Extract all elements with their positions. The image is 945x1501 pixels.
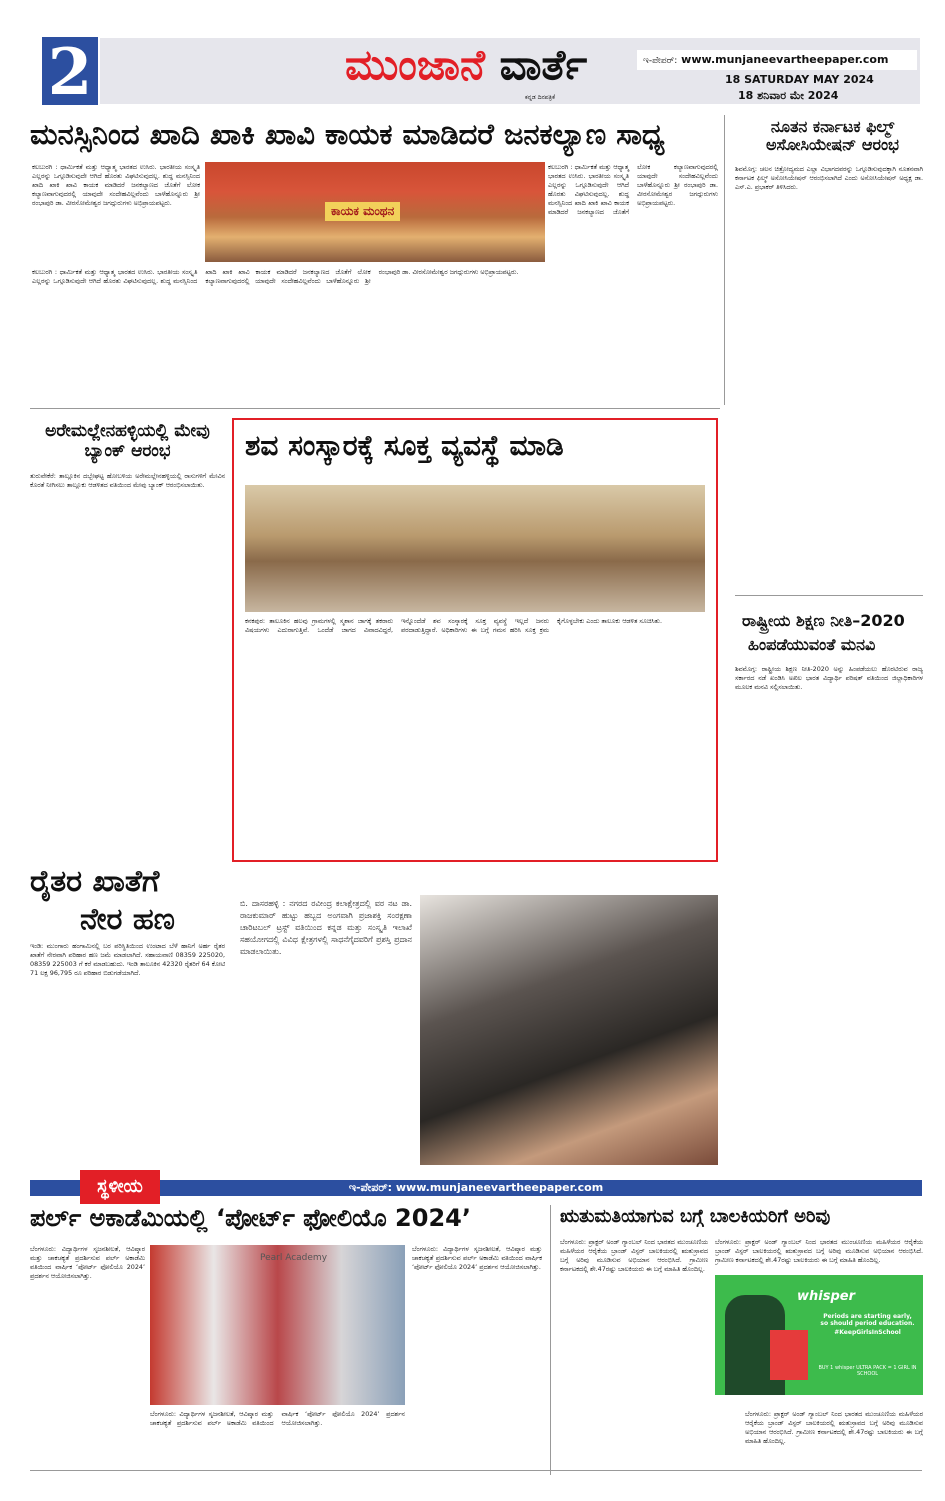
ad-offer	[815, 1365, 920, 1377]
date-english: 18 SATURDAY MAY 2024	[725, 73, 874, 86]
main-body: ಕಲಬುರಗಿ : ಧಾರ್ಮಿಕತೆ ಮತ್ತು ಆಧ್ಯಾತ್ಮ ಭಾರತದ ಉಸಿರು. ಭಾರತೀಯ ಸಂಸ್ಕೃತಿ ಎಲ್ಲರನ್ನು ಒಗ್ಗೂಡಿಸುವುದೇ ಆಗಿದೆ ಹೊರತು ವಿಘಟಿಸುವುದಲ್ಲ. ಶುದ್ಧ ಮನಸ್ಸಿನಿಂದ ಖಾದಿ ಖಾಕಿ ಖಾವಿ ಕಾಯಕ ಮಾಡಿದರೆ ಜನಕಲ್ಯಾಣದ ಜೊತೆಗೆ ಲೋಕ ಕಲ್ಯಾಣವಾಗುವುದರಲ್ಲಿ ಯಾವುದೇ ಸಂದೇಹವಿಲ್ಲವೆಂದು ಬಾಳೆಹೊನ್ನೂರು ಶ್ರೀ ರಂಭಾಪುರಿ ಡಾ. ವೀರಸೋಮೇಶ್ವರ ಜಗದ್ಗುರುಗಳು ಅಭಿಪ್ರಾಯಪಟ್ಟರು.	[32, 268, 519, 285]
nep-headline-2: ಹಿಂಪಡೆಯುವಂತೆ ಮನವಿ	[748, 635, 876, 654]
film-body: ಶಿವಮೊಗ್ಗ: ಚಲನ ಚಿತ್ರೋದ್ಯಮದ ಎಲ್ಲಾ ವಿಭಾಗದವರನ್ನು ಒಗ್ಗೂಡಿಸುವುದಕ್ಕಾಗಿ ನೂತನವಾಗಿ ಕರ್ನಾಟಕ ಫಿಲ್ಮ್ ಅಸೋಸಿಯೇಷನ್ ಆರಂಭಿಸಲಾಗಿದೆ ಎಂದು ಅಸೋಸಿಯೇಷನ್ ಅಧ್ಯಕ್ಷ ಡಾ. ಎಸ್.ಎ. ಪ್ರಭಾಕರ್ ತಿಳಿಸಿದರು.	[735, 165, 923, 191]
divider	[30, 408, 720, 409]
epaper-url[interactable]: www.munjaneevartheepaper.com	[395, 1181, 604, 1194]
tagline: ಕನ್ನಡ ದಿನಪತ್ರಿಕೆ	[525, 94, 556, 101]
cremation-body: ಕನಕಪುರ: ತಾಲೂಕಿನ ಹಲವು ಗ್ರಾಮಗಳಲ್ಲಿ ಸ್ಮಶಾನ ಜಾಗಕ್ಕೆ ತಕರಾರು ವಿಷಯಗಳು ಎದುರಾಗುತ್ತಿವೆ. ಒಂದೆಡೆ ಜಾಗದ ವಿವಾದವಿದ್ದರೆ, ಇನ್ನೊಂದೆಡೆ ಶವ ಸಂಸ್ಕಾರಕ್ಕೆ ಸೂಕ್ತ ವ್ಯವಸ್ಥೆ ಇಲ್ಲದೆ ಜನರು ಪರದಾಡುತ್ತಿದ್ದಾರೆ. ಅಧಿಕಾರಿಗಳು ಈ ಬಗ್ಗೆ ಗಮನ ಹರಿಸಿ ಸೂಕ್ತ ಕ್ರಮ ಕೈಗೊಳ್ಳಬೇಕು ಎಂದು ತಾಲೂಕು ಆಡಳಿತ ಸೂಚಿಸಿತು.	[245, 617, 662, 634]
epaper-label: ಇ-ಪೇಪರ್:	[643, 56, 678, 66]
pearl-body-left: ಬೆಂಗಳೂರು: ವಿದ್ಯಾರ್ಥಿಗಳ ಸೃಜನಶೀಲತೆ, ಆವಿಷ್ಕಾರ ಮತ್ತು ಚಾಕಚಕ್ಯತೆ ಪ್ರದರ್ಶಿಸುವ ಪರ್ಲ್ ಅಕಾಡೆಮಿ ವತಿಯಿಂದ ವಾರ್ಷಿಕ ‘ಪೋರ್ಟ್ ಫೋಲಿಯೊ 2024’ ಪ್ರದರ್ಶನ ಆಯೋಜಿಸಲಾಗಿತ್ತು.	[30, 1245, 145, 1280]
cremation-photo	[245, 485, 705, 612]
ad-hashtag: #KeepGirlsInSchool	[834, 1329, 901, 1336]
divider	[735, 595, 923, 596]
rajkumar-body: ಬಿ. ದಾಸರಹಳ್ಳಿ : ನಗರದ ರವೀಂದ್ರ ಕಲಾಕ್ಷೇತ್ರದಲ್ಲಿ ವರ ನಟ ಡಾ. ರಾಜಕುಮಾರ್ ಹುಟ್ಟು ಹಬ್ಬದ ಅಂಗವಾಗಿ ಪ್ರಜಾಶಕ್ತಿ ಸಂರಕ್ಷಣಾ ಚಾರಿಟಬಲ್ ಟ್ರಸ್ಟ್ ವತಿಯಿಂದ ಕನ್ನಡ ಮತ್ತು ಸಂಸ್ಕೃತಿ ಇಲಾಖೆ ಸಹಯೋಗದಲ್ಲಿ ವಿವಿಧ ಕ್ಷೇತ್ರಗಳಲ್ಲಿ ಸಾಧನೆಗೈದವರಿಗೆ ಪ್ರಶಸ್ತಿ ಪ್ರದಾನ ಮಾಡಲಾಯಿತು.	[240, 899, 412, 956]
menstruation-body: ಬೆಂಗಳೂರು: ಪ್ರಾಕ್ಟರ್ ಅಂಡ್ ಗ್ಯಾಂಬಲ್ ನಿಂದ ಭಾರತದ ಮುಂಚೂಣಿಯ ಮಹಿಳೆಯರ ಆರೈಕೆಯ ಬ್ರಾಂಡ್ ವಿಸ್ಪರ್ ಬಾಲಕಿಯರಲ್ಲಿ ಋತುಸ್ರಾವದ ಬಗ್ಗೆ ಅರಿವು ಮೂಡಿಸುವ ಅಭಿಯಾನ ಆರಂಭಿಸಿದೆ. ಗ್ರಾಮೀಣ ಕರ್ನಾಟಕದಲ್ಲಿ ಶೇ.47ರಷ್ಟು ಬಾಲಕಿಯರು ಈ ಬಗ್ಗೆ ಮಾಹಿತಿ ಹೊಂದಿಲ್ಲ.	[560, 1238, 708, 1273]
ad-copy	[815, 1313, 920, 1336]
ad-line-1: Periods are starting early,	[823, 1313, 912, 1320]
main-headline: ಮನಸ್ಸಿನಿಂದ ಖಾದಿ ಖಾಕಿ ಖಾವಿ ಕಾಯಕ ಮಾಡಿದರೆ ಜನಕಲ್ಯಾಣ ಸಾಧ್ಯ	[30, 117, 665, 151]
masthead	[345, 40, 587, 90]
banner-text: ಕಾಯಕ ಮಂಥನ	[325, 202, 400, 221]
epaper-label: ಇ-ಪೇಪರ್:	[348, 1181, 393, 1194]
film-headline: ನೂತನ ಕರ್ನಾಟಕ ಫಿಲ್ಮ್ ಅಸೋಸಿಯೇಷನ್ ಆರಂಭ	[766, 117, 899, 155]
award-photo	[420, 895, 718, 1165]
cremation-headline: ಶವ ಸಂಸ್ಕಾರಕ್ಕೆ ಸೂಕ್ತ ವ್ಯವಸ್ಥೆ ಮಾಡಿ	[245, 429, 564, 462]
farmers-headline-2: ನೇರ ಹಣ	[80, 902, 175, 937]
masthead-black: ವಾರ್ತೆ	[499, 40, 588, 89]
epaper-url[interactable]: www.munjaneevartheepaper.com	[681, 53, 889, 66]
menstruation-headline: ಋತುಮತಿಯಾಗುವ ಬಗ್ಗೆ ಬಾಲಕಿಯರಿಗೆ ಅರಿವು	[560, 1206, 831, 1227]
ad-line-2: so should period education.	[820, 1320, 915, 1327]
menstruation-body-right: ಬೆಂಗಳೂರು: ಪ್ರಾಕ್ಟರ್ ಅಂಡ್ ಗ್ಯಾಂಬಲ್ ನಿಂದ ಭಾರತದ ಮುಂಚೂಣಿಯ ಮಹಿಳೆಯರ ಆರೈಕೆಯ ಬ್ರಾಂಡ್ ವಿಸ್ಪರ್ ಬಾಲಕಿಯರಲ್ಲಿ ಋತುಸ್ರಾವದ ಬಗ್ಗೆ ಅರಿವು ಮೂಡಿಸುವ ಅಭಿಯಾನ ಆರಂಭಿಸಿದೆ. ಗ್ರಾಮೀಣ ಕರ್ನಾಟಕದಲ್ಲಿ ಶೇ.47ರಷ್ಟು ಬಾಲಕಿಯರು ಈ ಬಗ್ಗೆ ಮಾಹಿತಿ ಹೊಂದಿಲ್ಲ.	[715, 1238, 923, 1264]
column-divider	[550, 1205, 551, 1475]
masthead-red: ಮುಂಜಾನೆ	[345, 40, 485, 89]
whisper-ad	[715, 1275, 923, 1395]
ad-offer-right: = 1 GIRL IN SCHOOL	[856, 1365, 917, 1377]
pearl-headline: ಪರ್ಲ್ ಅಕಾಡೆಮಿಯಲ್ಲಿ ‘ಪೋರ್ಟ್ ಫೋಲಿಯೊ 2024’	[30, 1204, 471, 1232]
dairy-body: ತುರುವೇಕೆರೆ: ತಾಲ್ಲೂಕಿನ ದಬ್ಬೇಘಟ್ಟ ಹೋಬಳಿಯ ಅರೇಮಲ್ಲೇನಹಳ್ಳಿಯಲ್ಲಿ ರಾಸುಗಳಿಗೆ ಮೇವಿನ ಕೊರತೆ ನೀಗಿಸಲು ತಾಲ್ಲೂಕು ಆಡಳಿತದ ವತಿಯಿಂದ ಮೇವು ಬ್ಯಾಂಕ್ ಆರಂಭಿಸಲಾಯಿತು.	[30, 472, 225, 489]
main-photo	[205, 162, 545, 262]
date-kannada: 18 ಶನಿವಾರ ಮೇ 2024	[738, 89, 839, 102]
section-tab-local[interactable]: ಸ್ಥಳೀಯ	[80, 1170, 160, 1204]
red-sheet	[770, 1330, 808, 1380]
dairy-headline: ಅರೇಮಲ್ಲೇನಹಳ್ಳಿಯಲ್ಲಿ ಮೇವು ಬ್ಯಾಂಕ್ ಆರಂಭ	[45, 421, 210, 461]
pearl-body-bottom: ಬೆಂಗಳೂರು: ವಿದ್ಯಾರ್ಥಿಗಳ ಸೃಜನಶೀಲತೆ, ಆವಿಷ್ಕಾರ ಮತ್ತು ಚಾಕಚಕ್ಯತೆ ಪ್ರದರ್ಶಿಸುವ ಪರ್ಲ್ ಅಕಾಡೆಮಿ ವತಿಯಿಂದ ವಾರ್ಷಿಕ ‘ಪೋರ್ಟ್ ಫೋಲಿಯೊ 2024’ ಪ್ರದರ್ಶನ ಆಯೋಜಿಸಲಾಗಿತ್ತು.	[150, 1410, 405, 1427]
nep-body: ಶಿವಮೊಗ್ಗ: ರಾಷ್ಟ್ರೀಯ ಶಿಕ್ಷಣ ನೀತಿ-2020 ಅನ್ನು ಹಿಂಪಡೆಯಲು ಹೊರಟಿರುವ ರಾಜ್ಯ ಸರ್ಕಾರದ ನಡೆ ಖಂಡಿಸಿ ಅಖಿಲ ಭಾರತ ವಿದ್ಯಾರ್ಥಿ ಪರಿಷತ್ ವತಿಯಿಂದ ಜಿಲ್ಲಾಧಿಕಾರಿಗಳ ಮೂಲಕ ಮನವಿ ಸಲ್ಲಿಸಲಾಯಿತು.	[735, 665, 923, 691]
page-number: 2	[40, 35, 100, 107]
pearl-photo	[150, 1245, 405, 1405]
pearl-photo-text: Pearl Academy	[260, 1253, 328, 1263]
ad-offer-left: BUY 1 whisper ULTRA PACK	[818, 1365, 886, 1371]
column-divider	[724, 115, 725, 405]
main-body-lead: ಕಲಬುರಗಿ : ಧಾರ್ಮಿಕತೆ ಮತ್ತು ಆಧ್ಯಾತ್ಮ ಭಾರತದ ಉಸಿರು. ಭಾರತೀಯ ಸಂಸ್ಕೃತಿ ಎಲ್ಲರನ್ನು ಒಗ್ಗೂಡಿಸುವುದೇ ಆಗಿದೆ ಹೊರತು ವಿಘಟಿಸುವುದಲ್ಲ. ಶುದ್ಧ ಮನಸ್ಸಿನಿಂದ ಖಾದಿ ಖಾಕಿ ಖಾವಿ ಕಾಯಕ ಮಾಡಿದರೆ ಜನಕಲ್ಯಾಣದ ಜೊತೆಗೆ ಲೋಕ ಕಲ್ಯಾಣವಾಗುವುದರಲ್ಲಿ ಯಾವುದೇ ಸಂದೇಹವಿಲ್ಲವೆಂದು ಬಾಳೆಹೊನ್ನೂರು ಶ್ರೀ ರಂಭಾಪುರಿ ಡಾ. ವೀರಸೋಮೇಶ್ವರ ಜಗದ್ಗುರುಗಳು ಅಭಿಪ್ರಾಯಪಟ್ಟರು.	[32, 163, 200, 207]
section-band	[30, 1180, 922, 1196]
page-bottom-rule	[30, 1470, 922, 1471]
ad-brand: whisper	[797, 1289, 855, 1304]
pearl-body-right: ಬೆಂಗಳೂರು: ವಿದ್ಯಾರ್ಥಿಗಳ ಸೃಜನಶೀಲತೆ, ಆವಿಷ್ಕಾರ ಮತ್ತು ಚಾಕಚಕ್ಯತೆ ಪ್ರದರ್ಶಿಸುವ ಪರ್ಲ್ ಅಕಾಡೆಮಿ ವತಿಯಿಂದ ವಾರ್ಷಿಕ ‘ಪೋರ್ಟ್ ಫೋಲಿಯೊ 2024’ ಪ್ರದರ್ಶನ ಆಯೋಜಿಸಲಾಗಿತ್ತು.	[412, 1245, 542, 1271]
farmers-headline-1: ರೈತರ ಖಾತೆಗೆ	[30, 864, 160, 899]
main-body-right: ಕಲಬುರಗಿ : ಧಾರ್ಮಿಕತೆ ಮತ್ತು ಆಧ್ಯಾತ್ಮ ಭಾರತದ ಉಸಿರು. ಭಾರತೀಯ ಸಂಸ್ಕೃತಿ ಎಲ್ಲರನ್ನು ಒಗ್ಗೂಡಿಸುವುದೇ ಆಗಿದೆ ಹೊರತು ವಿಘಟಿಸುವುದಲ್ಲ. ಶುದ್ಧ ಮನಸ್ಸಿನಿಂದ ಖಾದಿ ಖಾಕಿ ಖಾವಿ ಕಾಯಕ ಮಾಡಿದರೆ ಜನಕಲ್ಯಾಣದ ಜೊತೆಗೆ ಲೋಕ ಕಲ್ಯಾಣವಾಗುವುದರಲ್ಲಿ ಯಾವುದೇ ಸಂದೇಹವಿಲ್ಲವೆಂದು ಬಾಳೆಹೊನ್ನೂರು ಶ್ರೀ ರಂಭಾಪುರಿ ಡಾ. ವೀರಸೋಮೇಶ್ವರ ಜಗದ್ಗುರುಗಳು ಅಭಿಪ್ರಾಯಪಟ್ಟರು.	[548, 163, 718, 216]
menstruation-body-bottom: ಬೆಂಗಳೂರು: ಪ್ರಾಕ್ಟರ್ ಅಂಡ್ ಗ್ಯಾಂಬಲ್ ನಿಂದ ಭಾರತದ ಮುಂಚೂಣಿಯ ಮಹಿಳೆಯರ ಆರೈಕೆಯ ಬ್ರಾಂಡ್ ವಿಸ್ಪರ್ ಬಾಲಕಿಯರಲ್ಲಿ ಋತುಸ್ರಾವದ ಬಗ್ಗೆ ಅರಿವು ಮೂಡಿಸುವ ಅಭಿಯಾನ ಆರಂಭಿಸಿದೆ. ಗ್ರಾಮೀಣ ಕರ್ನಾಟಕದಲ್ಲಿ ಶೇ.47ರಷ್ಟು ಬಾಲಕಿಯರು ಈ ಬಗ್ಗೆ ಮಾಹಿತಿ ಹೊಂದಿಲ್ಲ.	[745, 1410, 923, 1445]
nep-headline-1: ರಾಷ್ಟ್ರೀಯ ಶಿಕ್ಷಣ ನೀತಿ–2020	[742, 611, 905, 630]
epaper-link[interactable]	[637, 50, 917, 70]
farmers-body: ಇಂಡಿ: ಮುಂಗಾರು ಹಂಗಾಮಿನಲ್ಲಿ ಬರ ಪರಿಸ್ಥಿತಿಯಿಂದ ಉಂಟಾದ ಬೆಳೆ ಹಾನಿಗೆ ಅರ್ಹ ರೈತರ ಖಾತೆಗೆ ನೇರವಾಗಿ ಪರಿಹಾರ ಹಣ ಜಮೆ ಮಾಡಲಾಗಿದೆ. ಸಹಾಯವಾಣಿ 08359 225020, 08359 225003 ಗೆ ಕರೆ ಮಾಡಬಹುದು. ಇಂಡಿ ತಾಲೂಕಿನ 42320 ರೈತರಿಗೆ 64 ಕೋಟಿ 71 ಲಕ್ಷ 96,795 ರೂ ಪರಿಹಾರ ಬಿಡುಗಡೆಯಾಗಿದೆ.	[30, 942, 225, 977]
